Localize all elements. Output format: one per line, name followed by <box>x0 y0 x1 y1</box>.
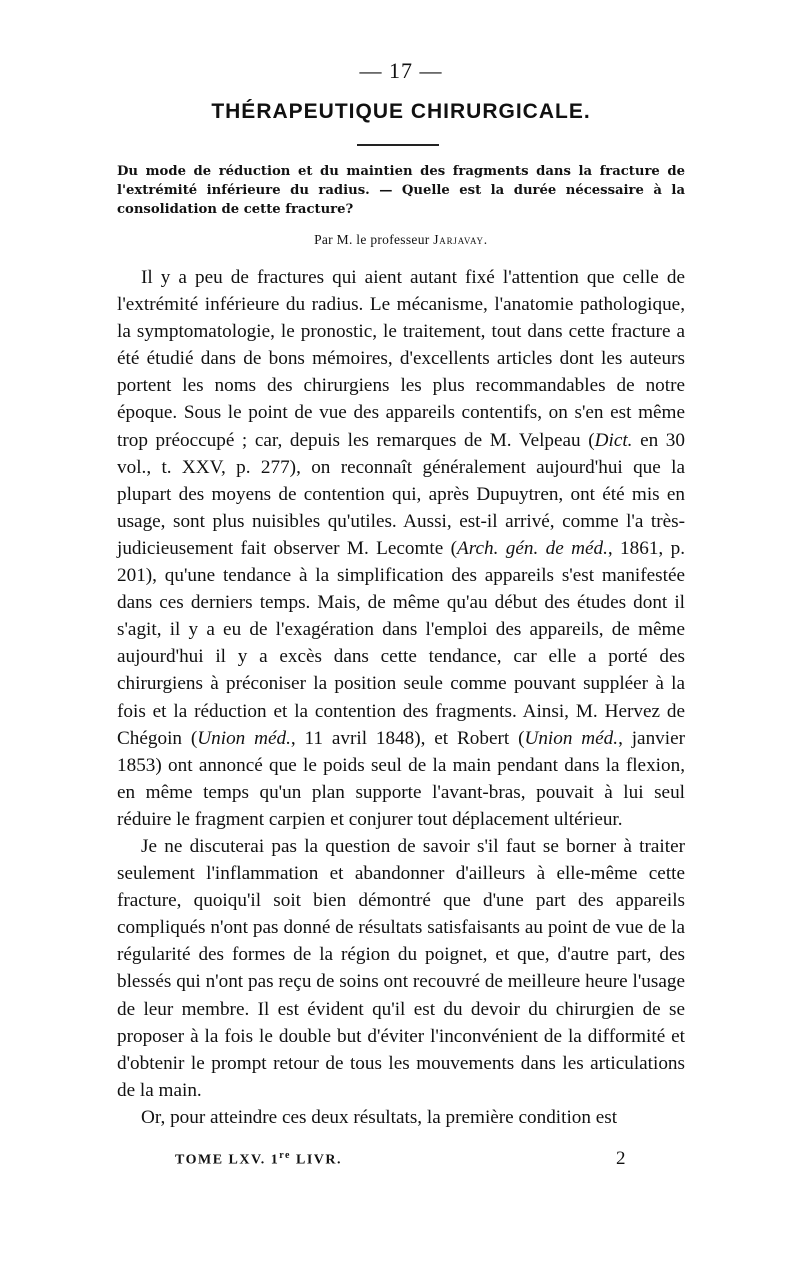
paragraph-3: Or, pour atteindre ces deux résultats, la première condition est <box>141 1106 618 1128</box>
title-divider <box>357 144 439 146</box>
signature-prefix: TOME LXV. 1 <box>175 1152 280 1168</box>
paragraph-2: Je ne discuterai pas la question de savoir s'il faut se borner à traiter seulement l'inflammation et abandonner d'ailleurs à elle-même cette fracture, quoiqu'il soit bien démontré que d'une part des appareils compliqués n'ont pas donné de résultats satisfaisants au point de vue de la régularité des formes de la région du poignet, et que, d'autre part, des blessés qui n'ont pas reçu de soins ont recouvré de meilleure heure l'usage de leur membre. Il est évident qu'il est du devoir du chirurgien de se proposer à la fois le double but d'éviter l'inconvénient de la difformité et d'obtenir le prompt retour de tous les mouvements dans les articulations de la main. <box>117 835 685 1101</box>
byline-prefix: Par M. le professeur <box>314 232 434 247</box>
byline <box>117 232 685 248</box>
citation-arch: Arch. gén. de méd. <box>457 537 608 559</box>
sheet-number: 2 <box>616 1148 626 1169</box>
paragraph-1-part-a: Il y a peu de fractures qui aient autant fixé l'attention que celle de l'extrémité inférieure du radius. Le mécanisme, l'anatomie pathologique, la symptomatologie, le pronostic, le traitement, tout dans cette fracture a été étudié dans de bons mémoires, d'excellents articles dont les auteurs portent les noms des chirurgiens les plus recommandables de notre époque. Sous le point de vue des appareils contentifs, on s'en est même trop préoccupé ; car, depuis les remarques de M. Velpeau ( <box>117 267 685 451</box>
section-title: THÉRAPEUTIQUE CHIRURGICALE. <box>211 100 591 123</box>
paragraph-1-part-c: , 1861, p. 201), qu'une tendance à la simplification des appareils s'est manifestée dans ces derniers temps. Mais, de même qu'au début des études dont il s'agit, il y a eu de l'exagération dans l'emploi des appareils, de même aujourd'hui il y a excès dans cette tendance, car elle a porté des chirurgiens à préconiser la position seule comme pouvant suppléer à la fois et la réduction et la contention des fragments. Ainsi, M. Hervez de Chégoin ( <box>117 537 685 749</box>
citation-union-1: Union méd. <box>197 727 291 749</box>
volume-signature <box>175 1150 342 1169</box>
page-number: — 17 — <box>359 58 443 83</box>
citation-dict: Dict. <box>594 429 633 451</box>
signature-suffix: LIVR. <box>290 1152 342 1168</box>
paragraph-1-part-d: , 11 avril 1848), et Robert ( <box>290 727 525 749</box>
article-title: Du mode de réduction et du maintien des fragments dans la fracture de l'extrémité inférieure du radius. — Quelle est la durée nécessaire à la consolidation de cette fracture? <box>117 164 685 217</box>
citation-union-2: Union méd. <box>524 727 619 749</box>
signature-superscript: re <box>279 1150 291 1161</box>
paragraph-1-part-b: en 30 vol., t. XXV, p. 277), on reconnaît généralement aujourd'hui que la plupart des moyens de contention qui, après Dupuytren, ont été mis en usage, sont plus nuisibles qu'utiles. Aussi, est-il arrivé, comme l'a très-judicieusement fait observer M. Lecomte ( <box>117 429 685 559</box>
byline-author: Jarjavay. <box>433 232 488 247</box>
paragraph-1 <box>117 264 685 833</box>
article-body <box>117 264 685 1131</box>
paragraph-1-part-e: , janvier 1853) ont annoncé que le poids seul de la main pendant dans la flexion, en même temps qu'un plan supporte l'avant-bras, pouvait à lui seul réduire le fragment carpien et conjurer tout déplacement ultérieur. <box>117 727 685 830</box>
